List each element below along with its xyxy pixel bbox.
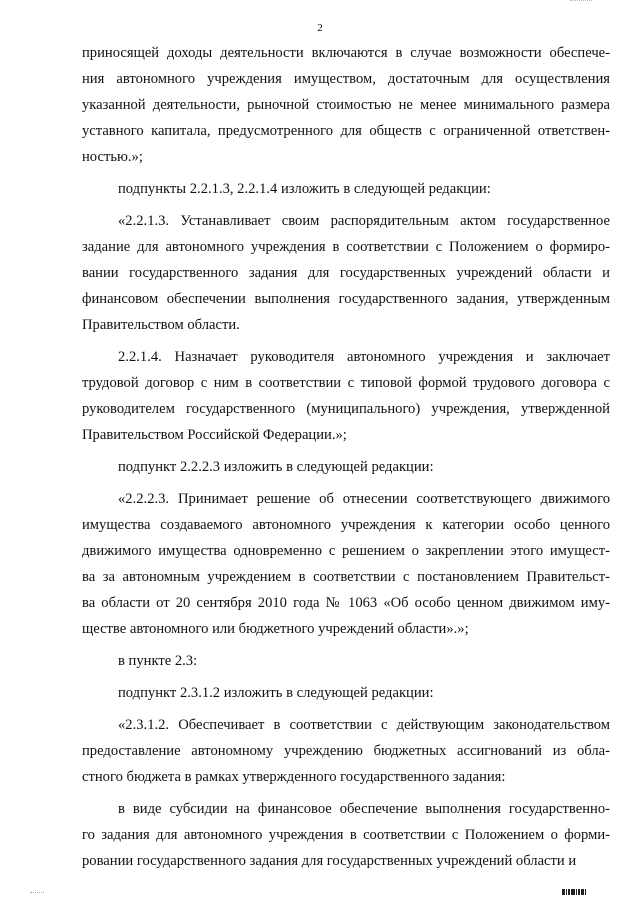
text-line: го задания для автономного учреждения в соответствии с Положением о форми- xyxy=(82,827,610,843)
paragraph xyxy=(82,454,610,480)
text-line: ществе автономного или бюджетного учреждений области».»; xyxy=(82,621,469,637)
scan-artifact xyxy=(570,0,592,4)
text-line: задание для автономного учреждения в соответствии с Положением о формиро- xyxy=(82,239,610,255)
text-line: подпункт 2.3.1.2 изложить в следующей редакции: xyxy=(118,685,434,701)
page-number: 2 xyxy=(317,22,323,34)
text-line: уставного капитала, предусмотренного для обществ с ограниченной ответствен- xyxy=(82,123,610,139)
text-line: ва за автономным учреждением в соответствии с постановлением Правительст- xyxy=(82,569,610,585)
text-line: ния автономного учреждения имуществом, достаточным для осуществления xyxy=(82,71,610,87)
document-body xyxy=(82,40,610,874)
text-line: трудовой договор с ним в соответствии с типовой формой трудового договора с xyxy=(82,375,610,391)
text-line: ностью.»; xyxy=(82,149,143,165)
text-line: в пункте 2.3: xyxy=(118,653,198,669)
text-line: подпункты 2.2.1.3, 2.2.1.4 изложить в следующей редакции: xyxy=(118,181,491,197)
paragraph xyxy=(82,796,610,874)
text-line: указанной деятельности, рыночной стоимостью не менее минимального размера xyxy=(82,97,610,113)
text-line: «2.2.1.3. Устанавливает своим распорядительным актом государственное xyxy=(118,213,610,229)
text-line: подпункт 2.2.2.3 изложить в следующей редакции: xyxy=(118,459,434,475)
paragraph xyxy=(82,712,610,790)
text-line: «2.3.1.2. Обеспечивает в соответствии с действующим законодательством xyxy=(118,717,610,733)
text-line: в виде субсидии на финансовое обеспечение выполнения государственно- xyxy=(118,801,610,817)
text-line: предоставление автономному учреждению бюджетных ассигнований из обла- xyxy=(82,743,610,759)
text-line: имущества создаваемого автономного учреждения к категории особо ценного xyxy=(82,517,610,533)
text-line: Правительством области. xyxy=(82,317,240,333)
text-line: приносящей доходы деятельности включаются в случае возможности обеспече- xyxy=(82,45,610,61)
paragraph xyxy=(82,486,610,642)
text-line: ровании государственного задания для государственных учреждений области и xyxy=(82,853,577,869)
text-line: 2.2.1.4. Назначает руководителя автономного учреждения и заключает xyxy=(118,349,610,365)
paragraph xyxy=(82,344,610,448)
paragraph xyxy=(82,176,610,202)
scan-artifact xyxy=(30,892,44,896)
text-line: руководителем государственного (муниципального) учреждения, утвержденной xyxy=(82,401,610,417)
text-line: «2.2.2.3. Принимает решение об отнесении соответствующего движимого xyxy=(118,491,610,507)
text-line: движимого имущества одновременно с решением о закреплении этого имущест- xyxy=(82,543,610,559)
text-line: стного бюджета в рамках утвержденного государственного задания: xyxy=(82,769,506,785)
paragraph xyxy=(82,648,610,674)
text-line: финансовом обеспечении выполнения государственного задания, утвержденным xyxy=(82,291,610,307)
paragraph xyxy=(82,680,610,706)
text-line: Правительством Российской Федерации.»; xyxy=(82,427,347,443)
barcode-mark xyxy=(562,889,594,895)
text-line: ва области от 20 сентября 2010 года № 1063 «Об особо ценном движимом иму- xyxy=(82,595,610,611)
paragraph xyxy=(82,40,610,170)
paragraph xyxy=(82,208,610,338)
text-line: вании государственного задания для государственных учреждений области и xyxy=(82,265,610,281)
